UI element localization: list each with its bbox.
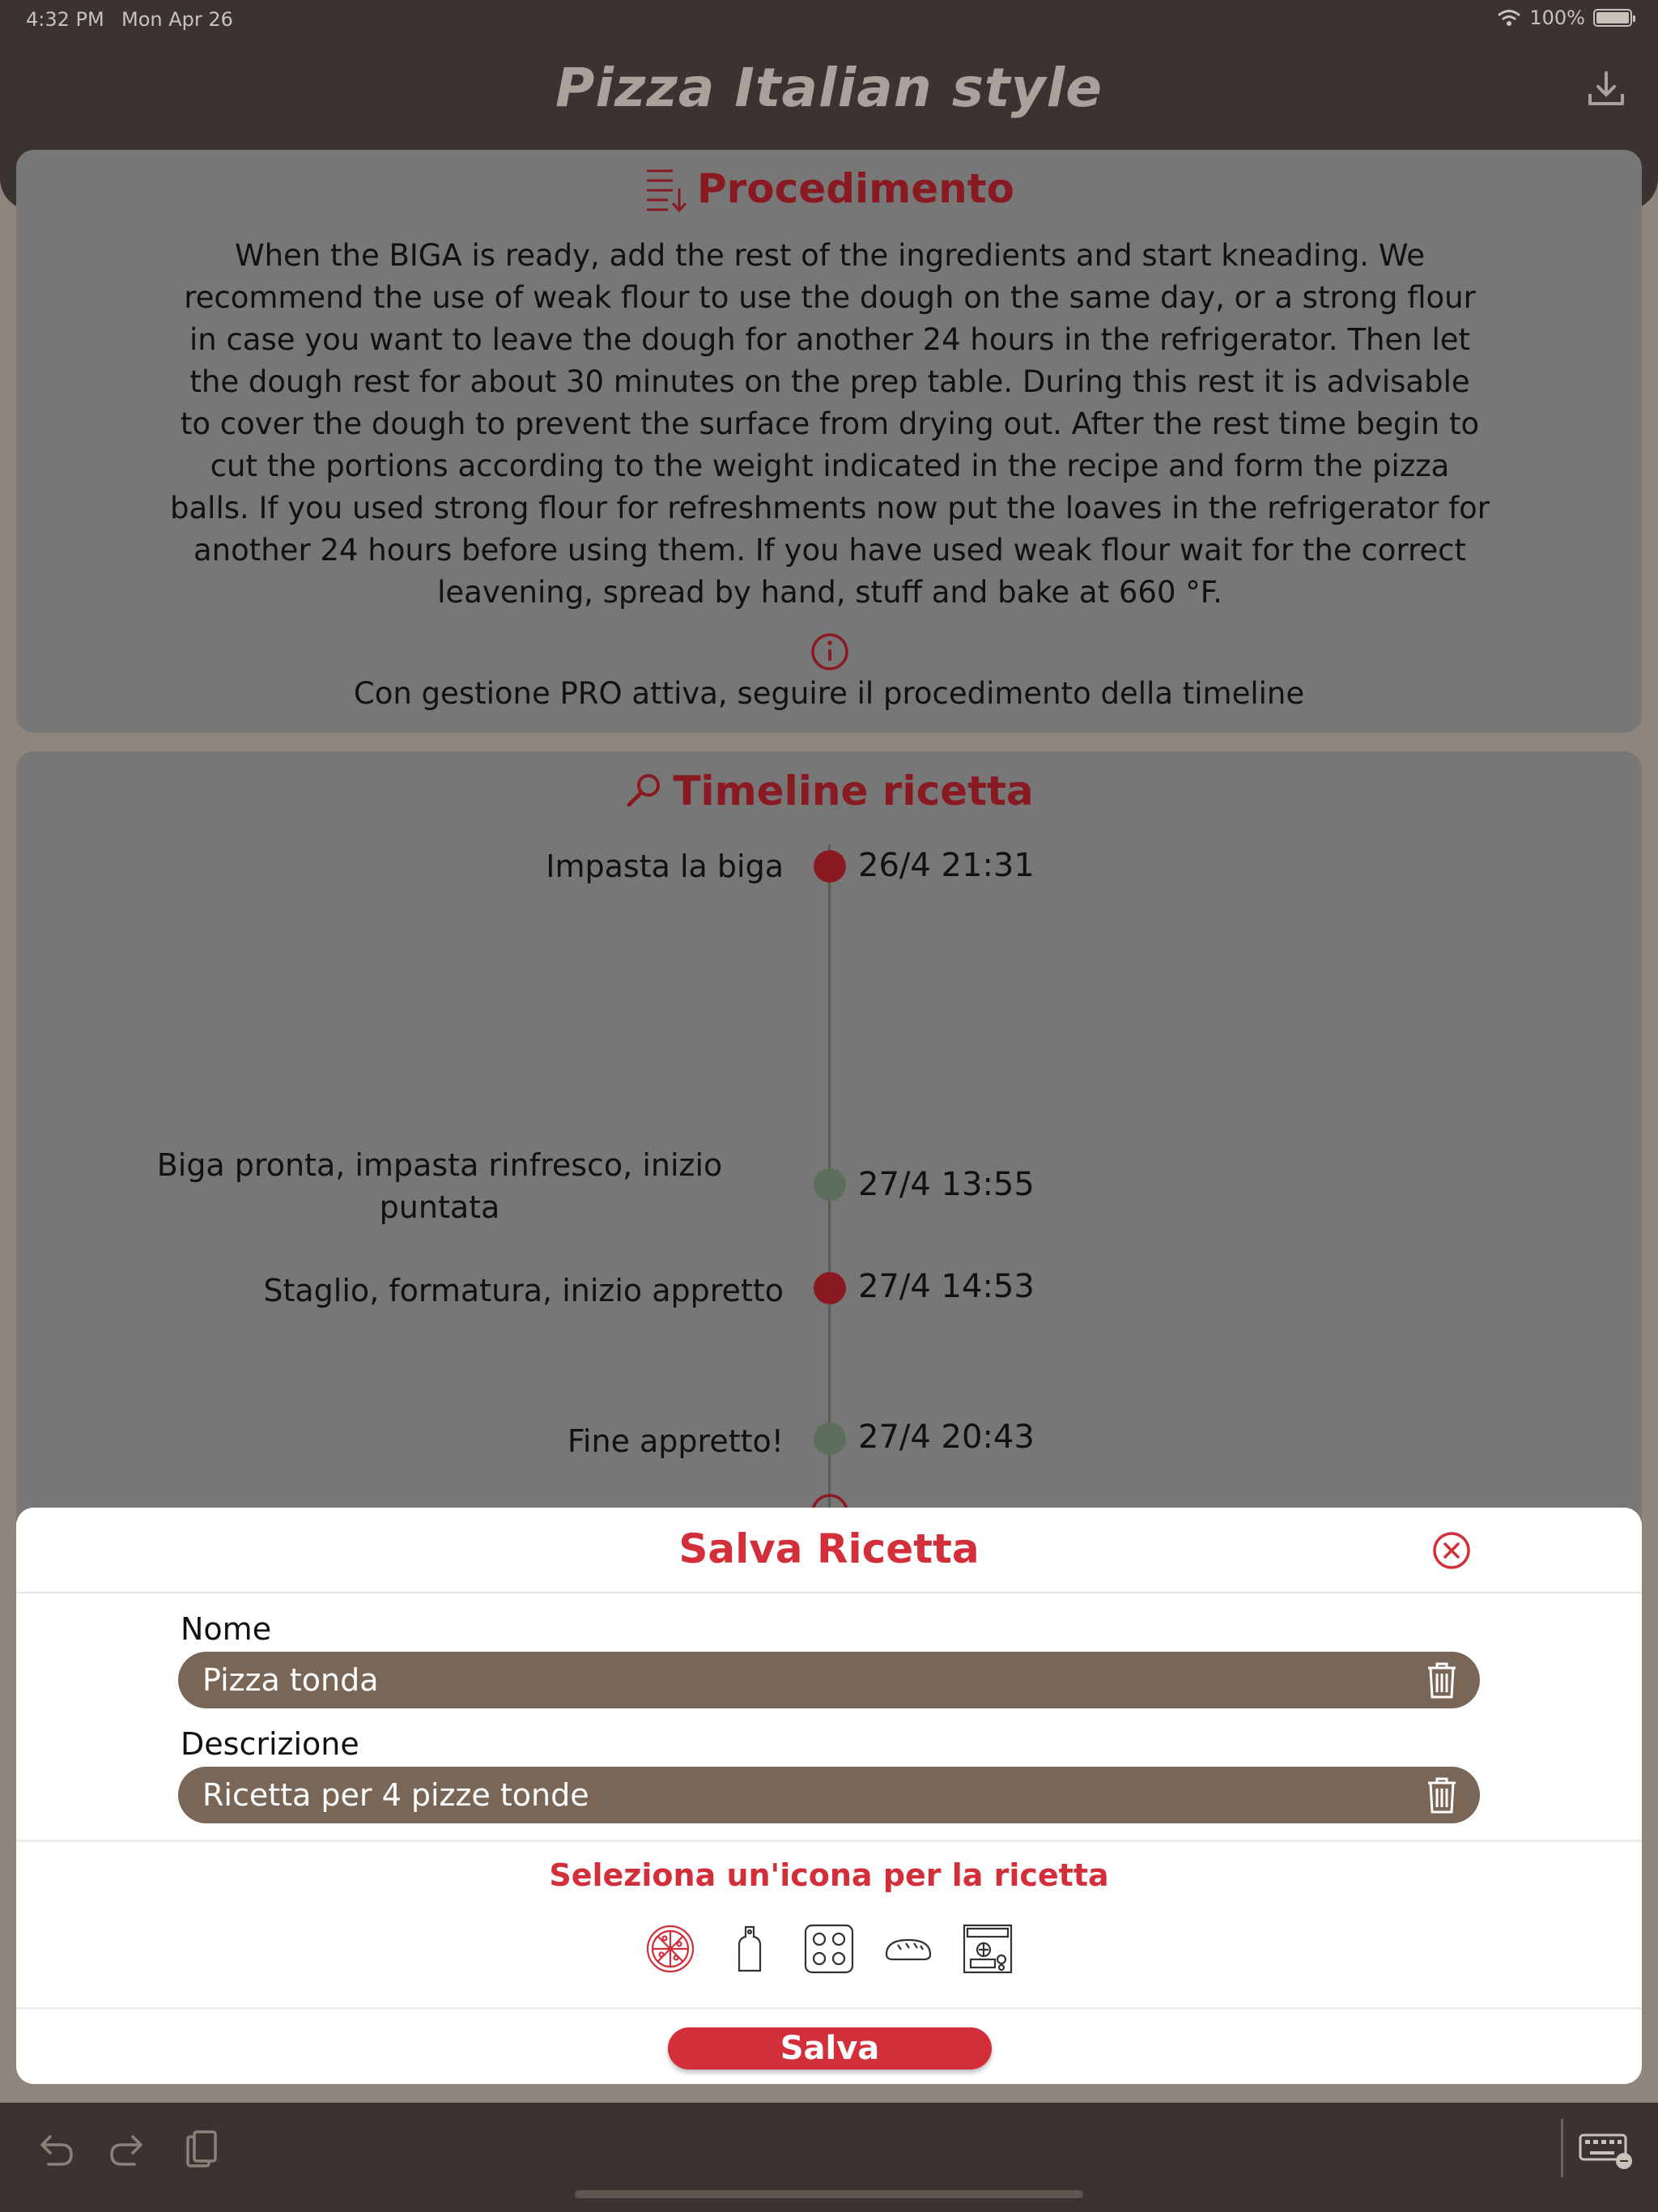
pizza-icon[interactable] [645,1924,695,1974]
bread-icon[interactable] [883,1924,933,1974]
nome-label: Nome [181,1611,272,1647]
procedimento-text: When the BIGA is ready, add the rest of the ingredients and start kneading. We recommend the use of weak flour to use the dough on the same day, or a strong flour in case you want to leave the dough for another 24 hours in the refrigerator. Then let the dough rest for about 30 minutes on the prep table. During this rest it is advisable to cover the dough to prevent the surface from drying out. After the rest time begin to cut the portions according to the weight indicated in the recipe and form the pizza balls. If you used strong flour for refreshments now put the loaves in the refrigerator for another 24 hours before using them. If you have used weak flour wait for the correct leavening, spread by hand, stuff and bake at 660 °F. [170,238,1490,610]
timeline-header [16,768,1642,815]
divider [16,1840,1642,1842]
timeline-event-date: 27/4 20:43 [858,1419,1035,1456]
timeline-event-date: 26/4 21:31 [858,847,1035,884]
recipe-icon-picker [16,1924,1642,1974]
divider [16,2007,1642,2010]
status-date: Mon Apr 26 [121,8,233,31]
toolbar-divider [1561,2119,1563,2177]
stove-icon[interactable] [804,1924,854,1974]
close-icon[interactable] [1431,1530,1472,1571]
redo-icon[interactable] [105,2127,151,2172]
info-icon[interactable] [810,632,850,672]
cutting-board-icon[interactable] [725,1924,775,1974]
save-recipe-modal [16,1508,1642,2084]
list-icon [644,164,689,213]
timeline-event-label: Fine appretto! [567,1423,784,1459]
procedimento-title: Procedimento [697,165,1014,212]
modal-header [16,1508,1642,1593]
nome-value[interactable]: Pizza tonda [202,1662,379,1698]
timeline-event-date: 27/4 13:55 [858,1166,1035,1203]
battery-percent: 100% [1529,6,1585,29]
nome-field[interactable] [178,1652,1480,1708]
page-title: Pizza Italian style [555,57,1103,119]
descrizione-label: Descrizione [181,1726,359,1762]
download-icon[interactable] [1584,66,1629,112]
procedimento-card [16,150,1642,733]
status-time: 4:32 PM [26,8,104,31]
pro-note: Con gestione PRO attiva, seguire il procedimento della timeline [353,676,1305,711]
timeline-title: Timeline ricetta [673,768,1034,815]
save-button[interactable]: Salva [668,2027,992,2069]
timeline-event-label: Impasta la biga [546,849,784,884]
undo-icon[interactable] [32,2127,78,2172]
timeline-event-date: 27/4 14:53 [858,1268,1035,1305]
procedimento-header [16,164,1642,213]
home-indicator [575,2190,1083,2198]
trash-icon[interactable] [1422,1775,1462,1815]
status-bar [0,0,1658,40]
trash-icon[interactable] [1422,1660,1462,1700]
timeline-dot [814,1168,846,1201]
timeline-dot [814,850,846,883]
status-right [1497,6,1632,29]
keyboard-dismiss-icon[interactable] [1577,2127,1634,2172]
descrizione-value[interactable]: Ricetta per 4 pizze tonde [202,1777,589,1813]
battery-icon [1593,9,1632,27]
timeline-dot [814,1423,846,1455]
modal-title: Salva Ricetta [678,1525,980,1572]
icon-prompt: Seleziona un'icona per la ricetta [549,1857,1109,1893]
timeline-event-label: Biga pronta, impasta rinfresco, inizio puntata [156,1147,723,1225]
oven-icon[interactable] [963,1924,1013,1974]
wifi-icon [1497,8,1521,28]
descrizione-field[interactable] [178,1767,1480,1823]
clipboard-icon[interactable] [178,2127,223,2172]
timeline-event-label: Staglio, formatura, inizio appretto [263,1273,784,1308]
timeline-card [16,751,1642,1561]
timeline-dot [814,1272,846,1304]
magnifier-icon [624,771,665,811]
